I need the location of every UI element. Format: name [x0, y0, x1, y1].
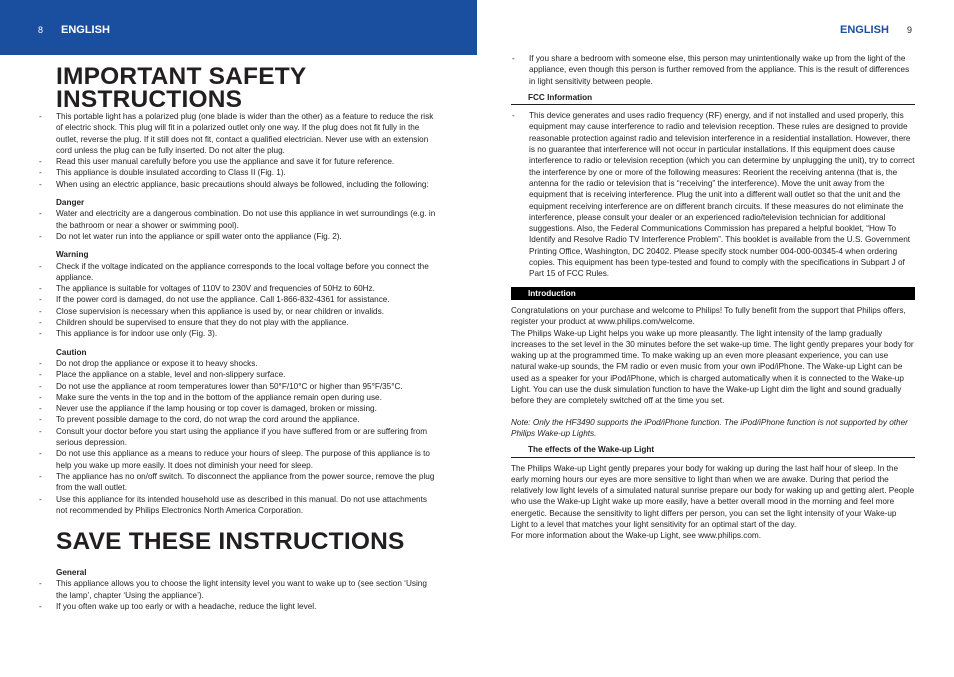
top-list — [511, 53, 915, 87]
effects-heading: The effects of the Wake-up Light — [511, 444, 915, 457]
right-page-number: 9 — [907, 25, 913, 35]
list-item: - When using an electric appliance, basic precautions should always be followed, including the following: — [38, 179, 440, 190]
intro-paragraph: The Philips Wake-up Light helps you wake up more pleasantly. The light intensity of the lamp gradually increases to the set level in the 30 minutes before the set wake-up time. The light gently prepares your body for waking up at the programmed time. To make waking up an even more pleasant experience, you can use natural wake-up sounds, the FM radio or even music from your own iPod/iPhone. The Wake-up Light can be used as a speaker for your iPod/iPhone, which is charged automatically when it is connected to the Wake-up Light. You can use the dusk simulation function to have the Wake-up Light dim the light and sound gradually before they are completely switched off at the time you set. — [511, 328, 914, 406]
list-item: - Do not let water run into the appliance or spill water onto the appliance (Fig. 2). — [38, 231, 440, 242]
list-item: - Children should be supervised to ensure that they do not play with the appliance. — [38, 317, 440, 328]
list-item: - If the power cord is damaged, do not use the appliance. Call 1-866-832-4361 for assistance. — [38, 294, 440, 305]
intro-list — [38, 111, 440, 190]
list-item: - This device generates and uses radio frequency (RF) energy, and if not installed and used properly, this equipment may cause interference to radio and television reception. These rules are designed to provide reasonable protection against radio and television interference in a residential installation. However, there is no guarantee that interference will not occur in particular installations. If this equipment does cause interference to radio or television reception (which you can determine by unplugging the unit), try to correct the interference by one or more of the following measures: Reorient the receiving antenna (that is, the antenna for the radio or television that is “receiving” the interference). Move the unit away from the equipment that is receiving interference. Plug the unit into a different wall outlet so that the unit and the equipment receiving interference are on different branch circuits. If these measures do not eliminate the interference, please consult your dealer or an experienced radio/television technician for additional suggestions. Also, the Federal Communications Commission has prepared a helpful booklet, “How To Identify and Resolve Radio TV Interference Problem”. This booklet is available from the U.S. Government Printing Office, Washington, DC 20402. Please specify stock number 004-000-00345-4 when ordering copies. This equipment has been type-tested and found to comply with the specifications in Subpart J of Part 15 of FCC Rules. — [511, 110, 915, 279]
warning-heading: Warning — [56, 250, 89, 260]
left-page-header-bar — [0, 0, 477, 55]
effects-paragraph: The Philips Wake-up Light gently prepares your body for waking up during the last half hour of sleep. In the early morning hours our eyes are more sensitive to light than when we are awake. During that period the relatively low light levels of a simulated natural sunrise prepare our body for waking up and getting alert. People who use the Wake-up Light wake up more easily, have a better overall mood in the morning and feel more energetic. Because the sensitivity to light differs per person, you can set the light intensity of your Wake-up Light to a level that matches your light sensitivity for an optimal start of the day. — [511, 463, 915, 529]
left-language-label: ENGLISH — [61, 24, 110, 36]
general-list — [38, 578, 440, 612]
safety-title: IMPORTANT SAFETY INSTRUCTIONS — [56, 63, 307, 113]
right-page-column — [511, 53, 915, 542]
left-page-column — [38, 65, 440, 612]
left-page-number: 8 — [38, 25, 44, 35]
caution-heading: Caution — [56, 347, 87, 357]
list-item: - If you often wake up too early or with a headache, reduce the light level. — [38, 601, 440, 612]
list-item: - Water and electricity are a dangerous combination. Do not use this appliance in wet surroundings (e.g. in the bathroom or near a shower or swimming pool). — [38, 208, 440, 231]
warning-list — [38, 261, 440, 340]
introduction-heading: Introduction — [511, 287, 915, 300]
fcc-list — [511, 110, 915, 279]
list-item: - If you share a bedroom with someone else, this person may unintentionally wake up from the light of the appliance, even though this person is further removed from the appliance. This is the result of differences in light sensitivity between people. — [511, 53, 915, 87]
list-item: - This appliance allows you to choose the light intensity level you want to wake up to (see section ‘Using the lamp’, chapter ‘Using the appliance’). — [38, 578, 440, 601]
list-item: - This appliance is double insulated according to Class II (Fig. 1). — [38, 167, 440, 178]
list-item: - Do not use this appliance as a means to reduce your hours of sleep. The purpose of this appliance is to help you wake up more easily. It does not diminish your need for sleep. — [38, 448, 440, 471]
intro-paragraph: Congratulations on your purchase and welcome to Philips! To fully benefit from the support that Philips offers, register your product at www.philips.com/welcome. — [511, 305, 906, 327]
danger-list — [38, 208, 440, 242]
list-item: - Consult your doctor before you start using the appliance if you have suffered from or are suffering from serious depression. — [38, 426, 440, 449]
list-item: - Make sure the vents in the top and in the bottom of the appliance remain open during use. — [38, 392, 440, 403]
save-instructions-title: SAVE THESE INSTRUCTIONS — [56, 528, 405, 556]
list-item: - Close supervision is necessary when this appliance is used by, or near children or invalids. — [38, 306, 440, 317]
list-item: - Do not drop the appliance or expose it to heavy shocks. — [38, 358, 440, 369]
list-item: - Use this appliance for its intended household use as described in this manual. Do not use attachments not recommended by Philips Electronics North America Corporation. — [38, 494, 440, 517]
list-item: - This portable light has a polarized plug (one blade is wider than the other) as a feature to reduce the risk of electric shock. This plug will fit in a polarized outlet only one way. If the plug does not fit fully in the outlet, reverse the plug. If it still does not fit, contact a qualified electrician. Never use with an extension cord unless the plug can be fully inserted. Do not alter the plug. — [38, 111, 440, 156]
list-item: - Read this user manual carefully before you use the appliance and save it for future reference. — [38, 156, 440, 167]
iphone-note: Note: Only the HF3490 supports the iPod/iPhone function. The iPod/iPhone function is not supported by other Philips Wake-up Lights. — [511, 417, 908, 438]
list-item: - This appliance is for indoor use only (Fig. 3). — [38, 328, 440, 339]
list-item: - Check if the voltage indicated on the appliance corresponds to the local voltage before you connect the appliance. — [38, 261, 440, 284]
danger-heading: Danger — [56, 198, 85, 208]
list-item: - The appliance has no on/off switch. To disconnect the appliance from the power source, remove the plug from the wall outlet. — [38, 471, 440, 494]
list-item: - Never use the appliance if the lamp housing or top cover is damaged, broken or missing. — [38, 403, 440, 414]
effects-paragraph: For more information about the Wake-up Light, see www.philips.com. — [511, 531, 761, 541]
caution-list — [38, 358, 440, 516]
list-item: - Place the appliance on a stable, level and non-slippery surface. — [38, 369, 440, 380]
list-item: - Do not use the appliance at room temperatures lower than 50°F/10°C or higher than 95°F/35°C. — [38, 381, 440, 392]
general-heading: General — [56, 568, 87, 578]
fcc-heading: FCC Information — [511, 92, 915, 105]
right-language-label: ENGLISH — [840, 24, 889, 36]
list-item: - To prevent possible damage to the cord, do not wrap the cord around the appliance. — [38, 414, 440, 425]
list-item: - The appliance is suitable for voltages of 110V to 230V and frequencies of 50Hz to 60Hz. — [38, 283, 440, 294]
